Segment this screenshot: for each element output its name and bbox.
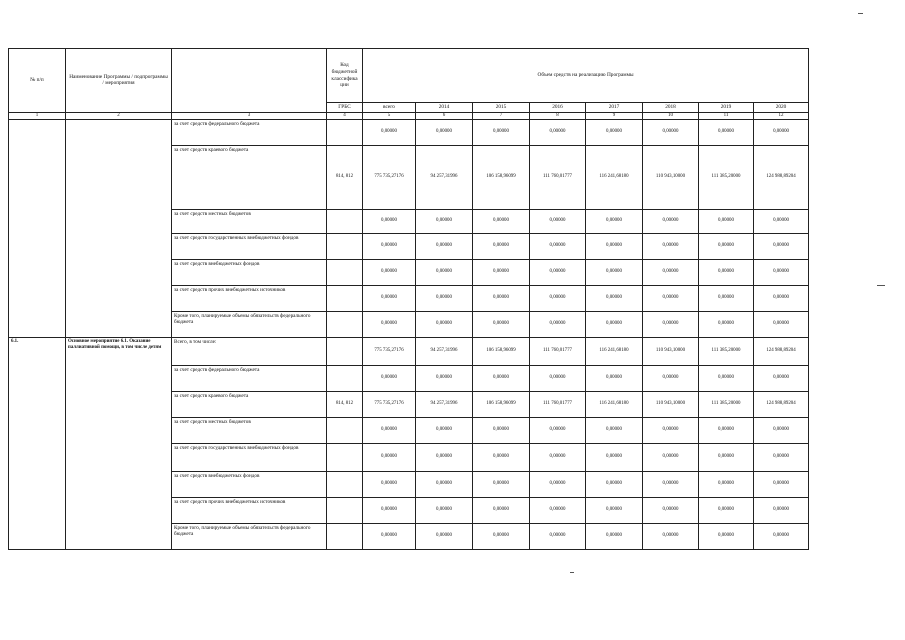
row-kbk [327,311,363,337]
column-index: 7 [473,112,530,119]
row-label: Кроме того, планируемые объемы обязательств федерального бюджета [172,523,327,549]
column-index: 8 [530,112,586,119]
table-row [9,337,809,365]
row-label: за счет средств внебюджетных фондов [172,259,327,285]
header-grbs: ГРБС [327,103,363,113]
column-index-row [9,112,809,119]
row-value: 0,00000 [363,285,416,311]
row-value: 0,00000 [754,311,809,337]
header-name: Наименование Программы / подпрограммы / мероприятия [66,49,172,113]
row-value: 124 988,89204 [754,145,809,209]
row-kbk [327,337,363,365]
row-value: 0,00000 [754,443,809,471]
column-index: 2 [66,112,172,119]
row-value: 0,00000 [416,417,473,443]
row-value: 0,00000 [586,259,643,285]
row-value: 0,00000 [473,119,530,145]
row-value: 0,00000 [530,443,586,471]
row-value: 0,00000 [643,417,699,443]
column-index: 10 [643,112,699,119]
row-label: за счет средств внебюджетных фондов [172,471,327,497]
column-index: 1 [9,112,66,119]
row-value: 0,00000 [643,259,699,285]
column-index: 5 [363,112,416,119]
row-value: 0,00000 [416,365,473,391]
row-value: 0,00000 [530,259,586,285]
header-volume: Объем средств на реализацию Программы [363,49,809,103]
row-value: 106 158,96099 [473,145,530,209]
budget-table [8,48,809,550]
row-value: 0,00000 [699,417,754,443]
row-value: 0,00000 [530,471,586,497]
row-kbk: 814, 812 [327,145,363,209]
row-value: 110 943,10000 [643,145,699,209]
row-label: за счет средств краевого бюджета [172,145,327,209]
row-value: 106 158,96099 [473,391,530,417]
row-value: 0,00000 [363,497,416,523]
row-value: 0,00000 [699,365,754,391]
row-value: 0,00000 [363,471,416,497]
row-value: 0,00000 [643,311,699,337]
row-value: 0,00000 [416,233,473,259]
table-row [9,119,809,145]
column-index: 3 [172,112,327,119]
row-value: 0,00000 [363,523,416,549]
row-value: 111 760,01777 [530,145,586,209]
row-value: 0,00000 [530,365,586,391]
row-value: 111 385,20000 [699,337,754,365]
row-value: 0,00000 [473,209,530,233]
row-value: 0,00000 [586,443,643,471]
row-value: 0,00000 [473,233,530,259]
column-index: 12 [754,112,809,119]
row-value: 0,00000 [586,523,643,549]
row-value: 0,00000 [473,497,530,523]
row-value: 0,00000 [643,443,699,471]
row-value: 0,00000 [754,119,809,145]
row-value: 0,00000 [586,417,643,443]
row-value: 0,00000 [754,259,809,285]
row-value: 0,00000 [473,365,530,391]
row-kbk: 814, 812 [327,391,363,417]
row-kbk [327,443,363,471]
row-value: 0,00000 [416,497,473,523]
row-value: 0,00000 [754,233,809,259]
row-value: 0,00000 [754,497,809,523]
row-label: за счет средств прочих внебюджетных источников [172,285,327,311]
row-value: 116 241,68180 [586,145,643,209]
row-label: за счет средств государственных внебюджетных фондов [172,443,327,471]
row-label: за счет средств местных бюджетов [172,417,327,443]
row-value: 0,00000 [586,497,643,523]
row-value: 0,00000 [473,285,530,311]
row-kbk [327,259,363,285]
header-num: № п/п [9,49,66,113]
row-value: 0,00000 [363,311,416,337]
row-value: 116 241,68180 [586,391,643,417]
column-index: 6 [416,112,473,119]
row-value: 0,00000 [416,285,473,311]
row-value: 111 760,01777 [530,391,586,417]
row-kbk [327,285,363,311]
row-value: 775 735,27176 [363,337,416,365]
row-value: 0,00000 [530,209,586,233]
row-value: 0,00000 [363,365,416,391]
row-value: 0,00000 [586,365,643,391]
row-value: 0,00000 [699,259,754,285]
row-value: 0,00000 [473,523,530,549]
header-year: 2019 [699,103,754,113]
row-value: 0,00000 [699,523,754,549]
row-value: 111 385,20000 [699,391,754,417]
row-value: 0,00000 [754,523,809,549]
row-value: 0,00000 [754,365,809,391]
row-label: Кроме того, планируемые объемы обязательств федерального бюджета [172,311,327,337]
row-value: 0,00000 [643,523,699,549]
row-value: 116 241,68180 [586,337,643,365]
row-value: 0,00000 [473,471,530,497]
row-value: 0,00000 [586,119,643,145]
header-year: 2016 [530,103,586,113]
row-value: 0,00000 [586,471,643,497]
row-value: 0,00000 [530,417,586,443]
section-name: Основное мероприятие 6.1. Оказание паллиативной помощи, в том числе детям [66,337,172,549]
row-value: 0,00000 [643,497,699,523]
row-value: 0,00000 [416,259,473,285]
row-kbk [327,523,363,549]
row-value: 0,00000 [643,119,699,145]
row-value: 0,00000 [643,365,699,391]
row-label: за счет средств государственных внебюджетных фондов [172,233,327,259]
row-value: 0,00000 [699,233,754,259]
row-value: 0,00000 [473,443,530,471]
section-num: 6.1. [9,337,66,549]
row-value: 0,00000 [586,209,643,233]
row-value: 0,00000 [699,443,754,471]
scan-mark [570,572,574,573]
row-value: 0,00000 [586,233,643,259]
row-value: 0,00000 [699,209,754,233]
column-index: 4 [327,112,363,119]
row-value: 124 988,89204 [754,337,809,365]
header-year: 2017 [586,103,643,113]
row-value: 110 943,10000 [643,337,699,365]
header-year: 2015 [473,103,530,113]
row-value: 94 257,31996 [416,391,473,417]
row-value: 0,00000 [416,471,473,497]
row-value: 0,00000 [643,209,699,233]
row-value: 0,00000 [699,471,754,497]
row-num-blank [9,119,66,337]
row-value: 0,00000 [643,285,699,311]
row-value: 0,00000 [473,311,530,337]
header-total: всего [363,103,416,113]
scan-mark [858,13,863,14]
row-value: 111 385,20000 [699,145,754,209]
header-year: 2018 [643,103,699,113]
row-value: 0,00000 [643,233,699,259]
row-value: 0,00000 [530,285,586,311]
row-value: 0,00000 [699,497,754,523]
row-value: 0,00000 [530,119,586,145]
row-label: за счет средств федерального бюджета [172,365,327,391]
row-value: 0,00000 [473,417,530,443]
scan-mark [877,285,885,286]
row-value: 0,00000 [530,523,586,549]
row-kbk [327,209,363,233]
header-year: 2014 [416,103,473,113]
row-value: 0,00000 [754,285,809,311]
row-value: 0,00000 [363,119,416,145]
row-value: 0,00000 [416,311,473,337]
row-label: Всего, в том числе: [172,337,327,365]
row-value: 0,00000 [754,471,809,497]
row-value: 0,00000 [363,209,416,233]
row-value: 124 988,89204 [754,391,809,417]
row-value: 0,00000 [643,471,699,497]
row-kbk [327,119,363,145]
row-name-blank [66,119,172,337]
row-value: 0,00000 [586,285,643,311]
row-value: 0,00000 [416,443,473,471]
row-value: 0,00000 [586,311,643,337]
row-value: 94 257,31996 [416,337,473,365]
row-value: 0,00000 [363,233,416,259]
row-value: 0,00000 [416,119,473,145]
row-value: 0,00000 [530,311,586,337]
row-kbk [327,365,363,391]
row-value: 775 735,27176 [363,391,416,417]
header-year: 2020 [754,103,809,113]
row-value: 0,00000 [416,209,473,233]
row-kbk [327,471,363,497]
row-kbk [327,417,363,443]
header-blank [172,49,327,113]
row-value: 106 158,96099 [473,337,530,365]
row-value: 0,00000 [416,523,473,549]
column-index: 9 [586,112,643,119]
row-value: 0,00000 [530,233,586,259]
row-label: за счет средств местных бюджетов [172,209,327,233]
row-value: 94 257,31996 [416,145,473,209]
row-value: 0,00000 [363,443,416,471]
row-kbk [327,233,363,259]
row-value: 111 760,01777 [530,337,586,365]
row-value: 0,00000 [530,497,586,523]
row-value: 0,00000 [363,259,416,285]
row-label: за счет средств прочих внебюджетных источников [172,497,327,523]
row-kbk [327,497,363,523]
row-value: 0,00000 [754,209,809,233]
row-value: 0,00000 [699,119,754,145]
header-kbk: Код бюджетной классифика ции [327,49,363,103]
row-value: 110 943,10000 [643,391,699,417]
row-value: 0,00000 [363,417,416,443]
row-value: 775 735,27176 [363,145,416,209]
row-value: 0,00000 [754,417,809,443]
row-label: за счет средств краевого бюджета [172,391,327,417]
row-value: 0,00000 [699,285,754,311]
column-index: 11 [699,112,754,119]
row-value: 0,00000 [473,259,530,285]
row-value: 0,00000 [699,311,754,337]
row-label: за счет средств федерального бюджета [172,119,327,145]
